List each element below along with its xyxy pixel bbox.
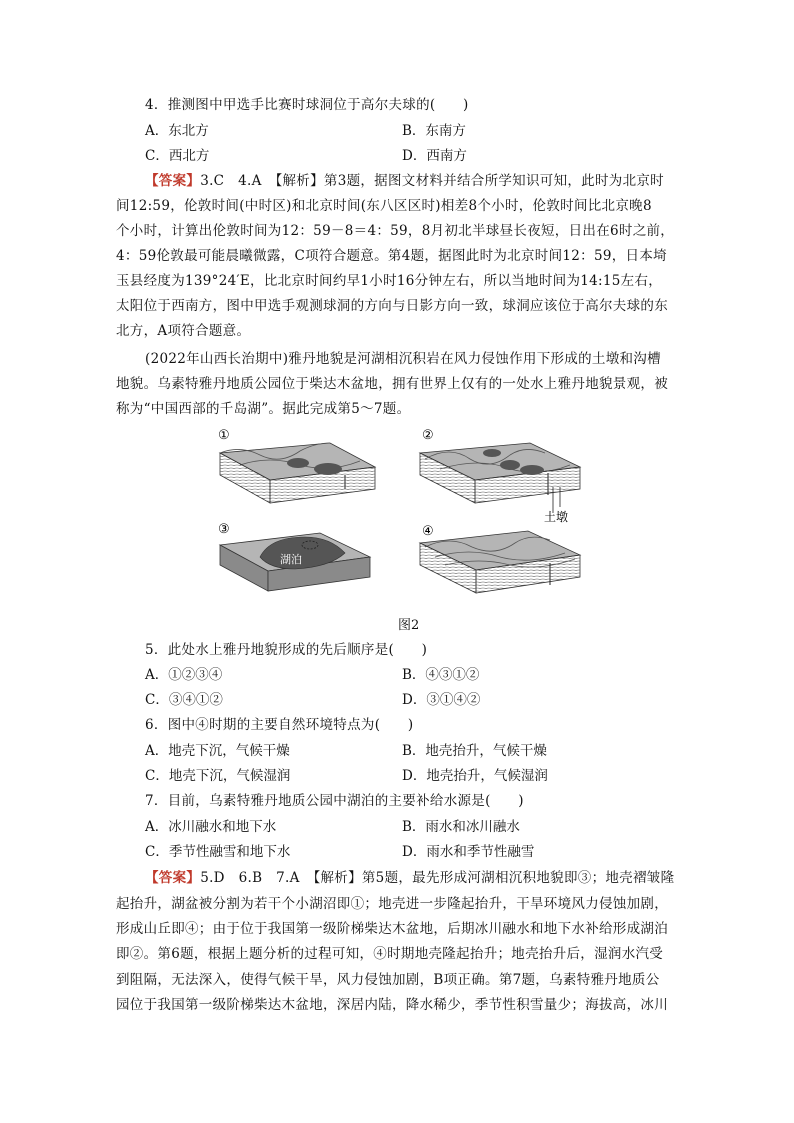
q7-option-c: C．季节性融雪和地下水 (145, 844, 291, 860)
question-5-stem: 5．此处水上雅丹地貌形成的先后顺序是( ) (145, 642, 428, 658)
q7-option-b: B．雨水和冰川融水 (402, 819, 520, 835)
answer-5-7-line-3: 形成山丘即④；由于位于我国第一级阶梯柴达木盆地，后期冰川融水和地下水补给形成湖泊 (116, 921, 668, 937)
answer-tag: 【答案】 (145, 173, 201, 189)
question-7-stem: 7．目前，乌素特雅丹地质公园中湖泊的主要补给水源是( ) (145, 793, 524, 809)
q4-option-b: B．东南方 (402, 123, 466, 139)
q6-option-a: A．地壳下沉，气候干燥 (145, 743, 290, 759)
answer-5-7-line-2: 起抬升，湖盆被分割为若干个小湖沼即①；地壳进一步隆起抬升，干旱环境风力侵蚀加剧， (116, 896, 668, 912)
q4-option-a: A．东北方 (145, 123, 209, 139)
figure-caption: 图2 (398, 618, 420, 633)
answer-5-7-line-6: 园位于我国第一级阶梯柴达木盆地，深居内陆，降水稀少，季节性积雪量少；海拔高，冰川 (116, 997, 668, 1013)
answer-5-7-line-4: 即②。第6题，根据上题分析的过程可知，④时期地壳隆起抬升；地壳抬升后，湿润水汽受 (116, 946, 664, 962)
q5-option-b: B．④③①② (402, 667, 480, 683)
panel-2-block (420, 443, 580, 513)
answer-5-7-line-5: 到阻隔，无法深入，使得气候干旱，风力侵蚀加剧，B项正确。第7题，乌素特雅丹地质公 (116, 972, 660, 988)
answer-3-4-line-5: 玉县经度为139°24′E，比北京时间约早1小时16分钟左右，所以当地时间为14:15左右， (116, 273, 663, 289)
q5-option-a: A．①②③④ (145, 667, 223, 683)
q5-option-c: C．③④①② (145, 692, 223, 708)
lake-label: 湖泊 (280, 553, 302, 566)
q4-option-c: C．西北方 (145, 148, 210, 164)
q4-option-d: D．西南方 (402, 148, 467, 164)
question-6-stem: 6．图中④时期的主要自然环境特点为( ) (145, 717, 414, 733)
yardang-formation-figure (210, 425, 590, 610)
panel-3-label: ③ (218, 522, 230, 537)
panel-4-block (420, 531, 580, 593)
answer-5-7-line-1: 【答案】5.D 6.B 7.A 【解析】第5题，最先形成河湖相沉积地貌即③；地壳褶皱隆 (145, 870, 675, 886)
answer-3-4-line-6: 太阳位于西南方，图中甲选手观测球洞的方向与日影方向一致，球洞应该位于高尔夫球的东 (116, 298, 668, 314)
answer-3-4-line-2: 间12:59，伦敦时间(中时区)和北京时间(东八区区时)相差8个小时，伦敦时间比北京晚8 (116, 198, 652, 214)
q6-option-b: B．地壳抬升，气候干燥 (402, 743, 547, 759)
panel-1-label: ① (218, 428, 230, 443)
intro-line-3: 称为“中国西部的千岛湖”。据此完成第5～7题。 (116, 401, 411, 417)
q7-option-a: A．冰川融水和地下水 (145, 819, 277, 835)
intro-line-1: (2022年山西长治期中)雅丹地貌是河湖相沉积岩在风力侵蚀作用下形成的土墩和沟槽 (145, 351, 661, 367)
q6-option-c: C．地壳下沉，气候湿润 (145, 768, 291, 784)
answer-3-4-line-7: 北方，A项符合题意。 (116, 323, 251, 339)
panel-4-label: ④ (422, 524, 434, 539)
answer-3-4-line-4: 4：59伦敦最可能晨曦微露，C项符合题意。第4题，据图此时为北京时间12：59，日本埼 (116, 248, 667, 264)
answer-tag: 【答案】 (145, 870, 201, 886)
q6-option-d: D．地壳抬升，气候湿润 (402, 768, 548, 784)
answer-3-4-line-3: 个小时，计算出伦敦时间为12：59－8＝4：59，8月初北半球昼长夜短，日出在6时之前， (116, 223, 675, 239)
panel-1-block (220, 443, 375, 503)
q5-option-d: D．③①④② (402, 692, 481, 708)
panel-2-label: ② (422, 428, 434, 443)
mound-label: 土墩 (544, 510, 569, 524)
question-4-stem: 4．推测图中甲选手比赛时球洞位于高尔夫球的( ) (145, 97, 469, 113)
intro-line-2: 地貌。乌素特雅丹地质公园位于柴达木盆地，拥有世界上仅有的一处水上雅丹地貌景观，被 (116, 376, 668, 392)
answer-3-4-line-1: 【答案】3.C 4.A 【解析】第3题，据图文材料并结合所学知识可知，此时为北京时 (145, 173, 664, 189)
q7-option-d: D．雨水和季节性融雪 (402, 844, 535, 860)
